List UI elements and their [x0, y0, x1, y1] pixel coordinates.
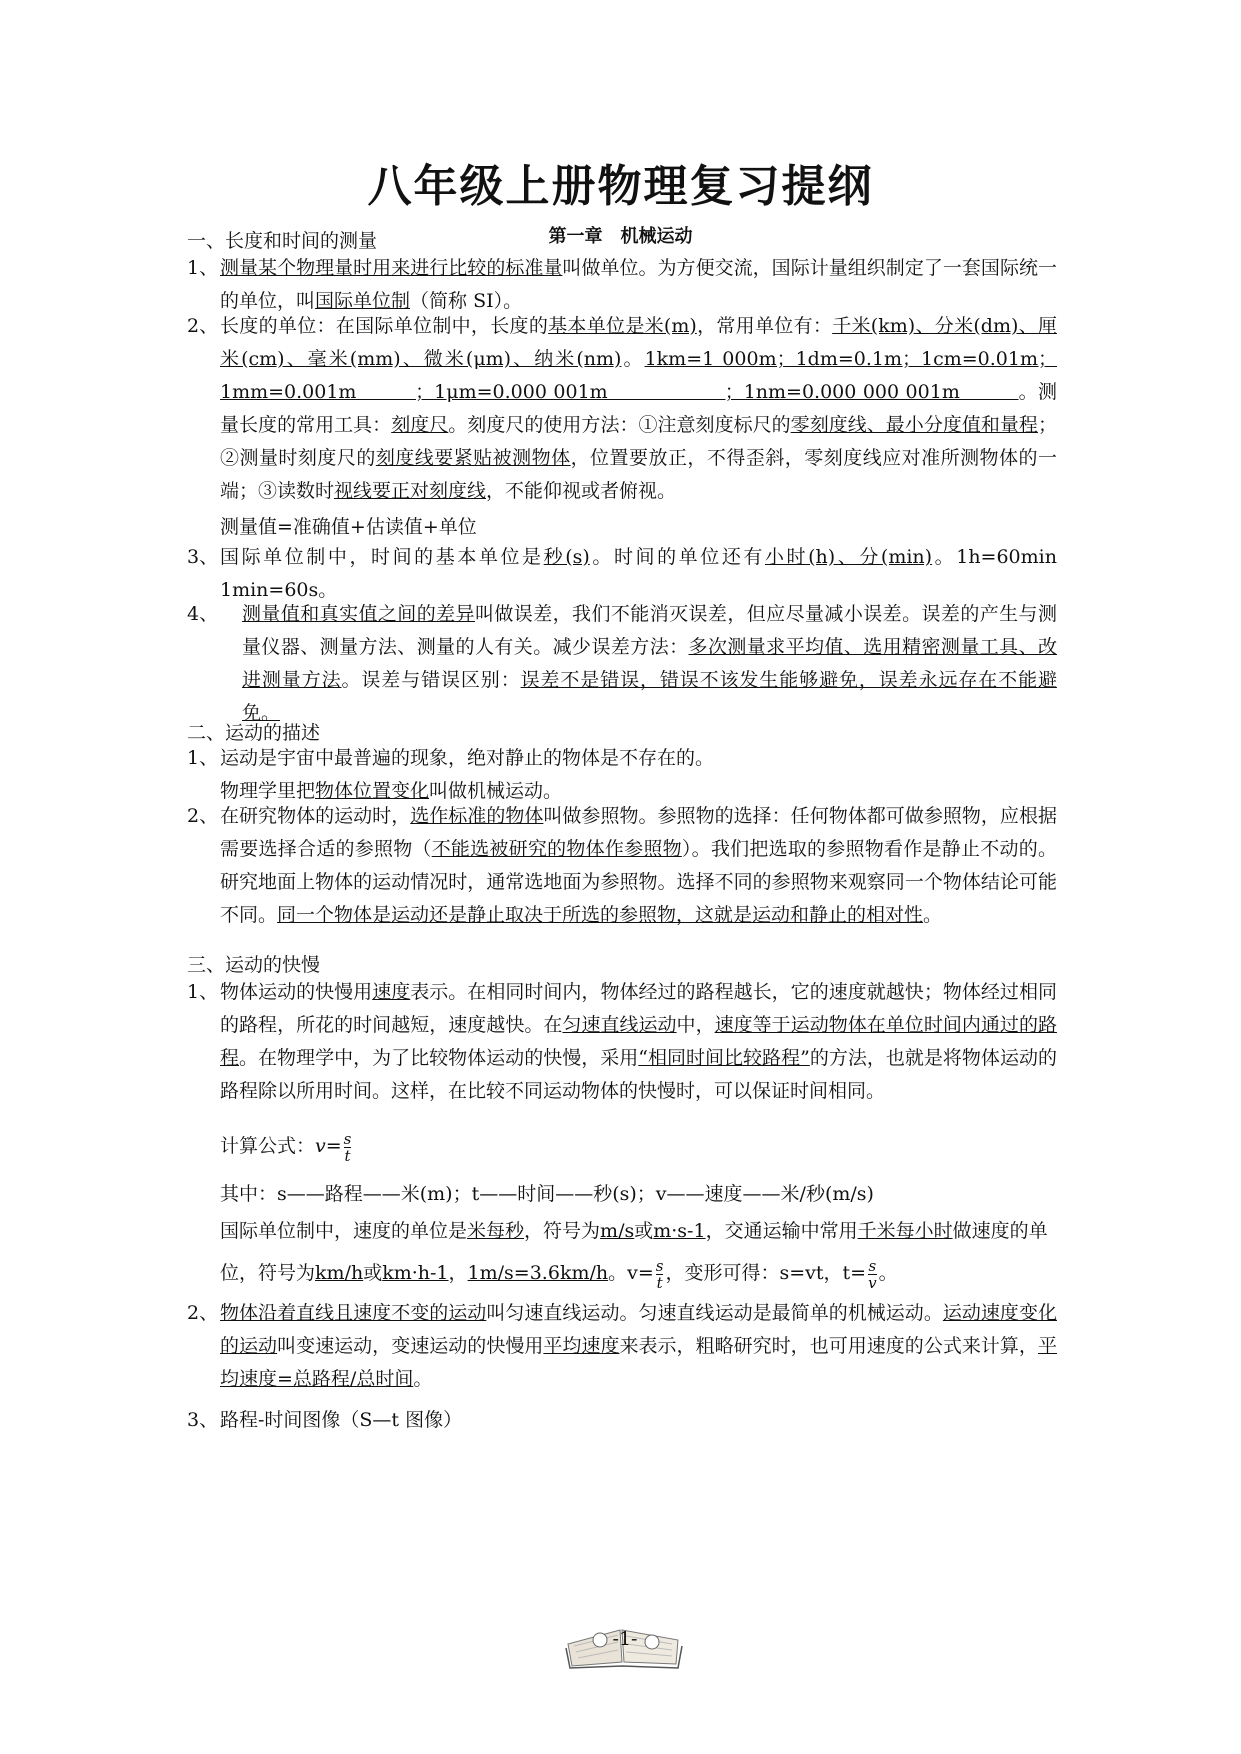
section-heading-2: 二、运动的描述	[187, 722, 321, 744]
item-number: 4、	[187, 603, 219, 625]
item-body: 物体沿着直线且速度不变的运动叫匀速直线运动。匀速直线运动是最简单的机械运动。运动速度变化的运动叫变速运动，变速运动的快慢用平均速度来表示，粗略研究时，也可用速度的公式来计算，平均速度=总路程/总时间。	[220, 1302, 1057, 1390]
s3-item-3	[187, 1404, 1057, 1437]
s2-item-2	[187, 800, 1057, 932]
page-number: -1-	[612, 1628, 638, 1650]
item-number: 2、	[187, 805, 219, 827]
item-body: 路程-时间图像（S—t 图像）	[220, 1409, 463, 1431]
item-body: 长度的单位：在国际单位制中，长度的基本单位是米(m)，常用单位有：千米(km)、分米(dm)、厘米(cm)、毫米(mm)、微米(μm)、纳米(nm)。1km=1 000m；1dm=0.1m；1cm=0.01m；1mm=0.001m ；1μm=0.000 001m ；1nm=0.000 000 001m 。测量长度的常用工具：刻度尺。刻度尺的使用方法：①注意刻度标尺的零刻度线、最小分度值和量程；②测量时刻度尺的刻度线要紧贴被测物体，位置要放正，不得歪斜，零刻度线应对准所测物体的一端；③读数时视线要正对刻度线，不能仰视或者俯视。	[220, 315, 1057, 502]
item-body: 测量某个物理量时用来进行比较的标准量叫做单位。为方便交流，国际计量组织制定了一套国际统一的单位，叫国际单位制（简称 SI）。	[220, 257, 1057, 312]
s1-item-1	[187, 252, 1057, 318]
item-body: 运动是宇宙中最普遍的现象，绝对静止的物体是不存在的。 物理学里把物体位置变化叫做机械运动。	[220, 747, 715, 802]
item-number: 2、	[187, 1302, 219, 1324]
item-number: 1、	[187, 981, 219, 1003]
item-body: 物体运动的快慢用速度表示。在相同时间内，物体经过的路程越长，它的速度就越快；物体经过相同的路程，所花的时间越短，速度越快。在匀速直线运动中，速度等于运动物体在单位时间内通过的路程。在物理学中，为了比较物体运动的快慢，采用“相同时间比较路程”的方法，也就是将物体运动的路程除以所用时间。这样，在比较不同运动物体的快慢时，可以保证时间相同。	[220, 981, 1057, 1102]
speed-units-paragraph: 国际单位制中，速度的单位是米每秒，符号为m/s或m·s-1，交通运输中常用千米每小时做速度的单位，符号为km/h或km·h-1，1m/s=3.6km/h。v= $\frac{s}{t}$ ，变形可得：s=vt，t= $\frac{s}{v}$ 。	[220, 1220, 1048, 1292]
section-heading-3: 三、运动的快慢	[187, 954, 321, 976]
s1-item-2	[187, 310, 1057, 508]
s3-item-1	[187, 976, 1057, 1108]
fraction-s-over-v: $\frac{s}{v}$	[868, 1256, 877, 1292]
item-number: 3、	[187, 1409, 219, 1431]
page-footer	[560, 1600, 690, 1670]
speed-formula: 计算公式：v= $\frac{s}{t}$	[220, 1129, 352, 1165]
item-number: 1、	[187, 747, 219, 769]
formula-legend: 其中：s——路程——米(m)；t——时间——秒(s)；v——速度——米/秒(m/s)	[220, 1183, 874, 1205]
measure-formula: 测量值=准确值+估读值+单位	[220, 516, 477, 538]
chapter-heading: 第一章 机械运动	[548, 226, 693, 247]
item-number: 3、	[187, 546, 219, 568]
s1-item-4	[187, 598, 1057, 730]
item-number: 1、	[187, 257, 219, 279]
section-heading-1: 一、长度和时间的测量	[187, 230, 378, 252]
document-title: 八年级上册物理复习提纲	[367, 161, 874, 212]
fraction-s-over-t-2: $\frac{s}{t}$	[655, 1256, 664, 1292]
item-number: 2、	[187, 315, 219, 337]
item-body: 在研究物体的运动时，选作标准的物体叫做参照物。参照物的选择：任何物体都可做参照物，应根据需要选择合适的参照物（不能选被研究的物体作参照物）。我们把选取的参照物看作是静止不动的。研究地面上物体的运动情况时，通常选地面为参照物。选择不同的参照物来观察同一个物体结论可能不同。同一个物体是运动还是静止取决于所选的参照物，这就是运动和静止的相对性。	[220, 805, 1057, 926]
s2-item-1	[187, 742, 1057, 808]
item-body: 国际单位制中，时间的基本单位是秒(s)。时间的单位还有小时(h)、分(min)。1h=60min 1min=60s。	[220, 546, 1076, 601]
s3-item-2	[187, 1297, 1057, 1396]
item-body: 测量值和真实值之间的差异叫做误差，我们不能消灭误差，但应尽量减小误差。误差的产生与测量仪器、测量方法、测量的人有关。减少误差方法：多次测量求平均值、选用精密测量工具、改进测量方法。误差与错误区别：误差不是错误，错误不该发生能够避免，误差永远存在不能避免。	[242, 603, 1057, 724]
fraction-s-over-t: $\frac{s}{t}$	[343, 1129, 352, 1165]
